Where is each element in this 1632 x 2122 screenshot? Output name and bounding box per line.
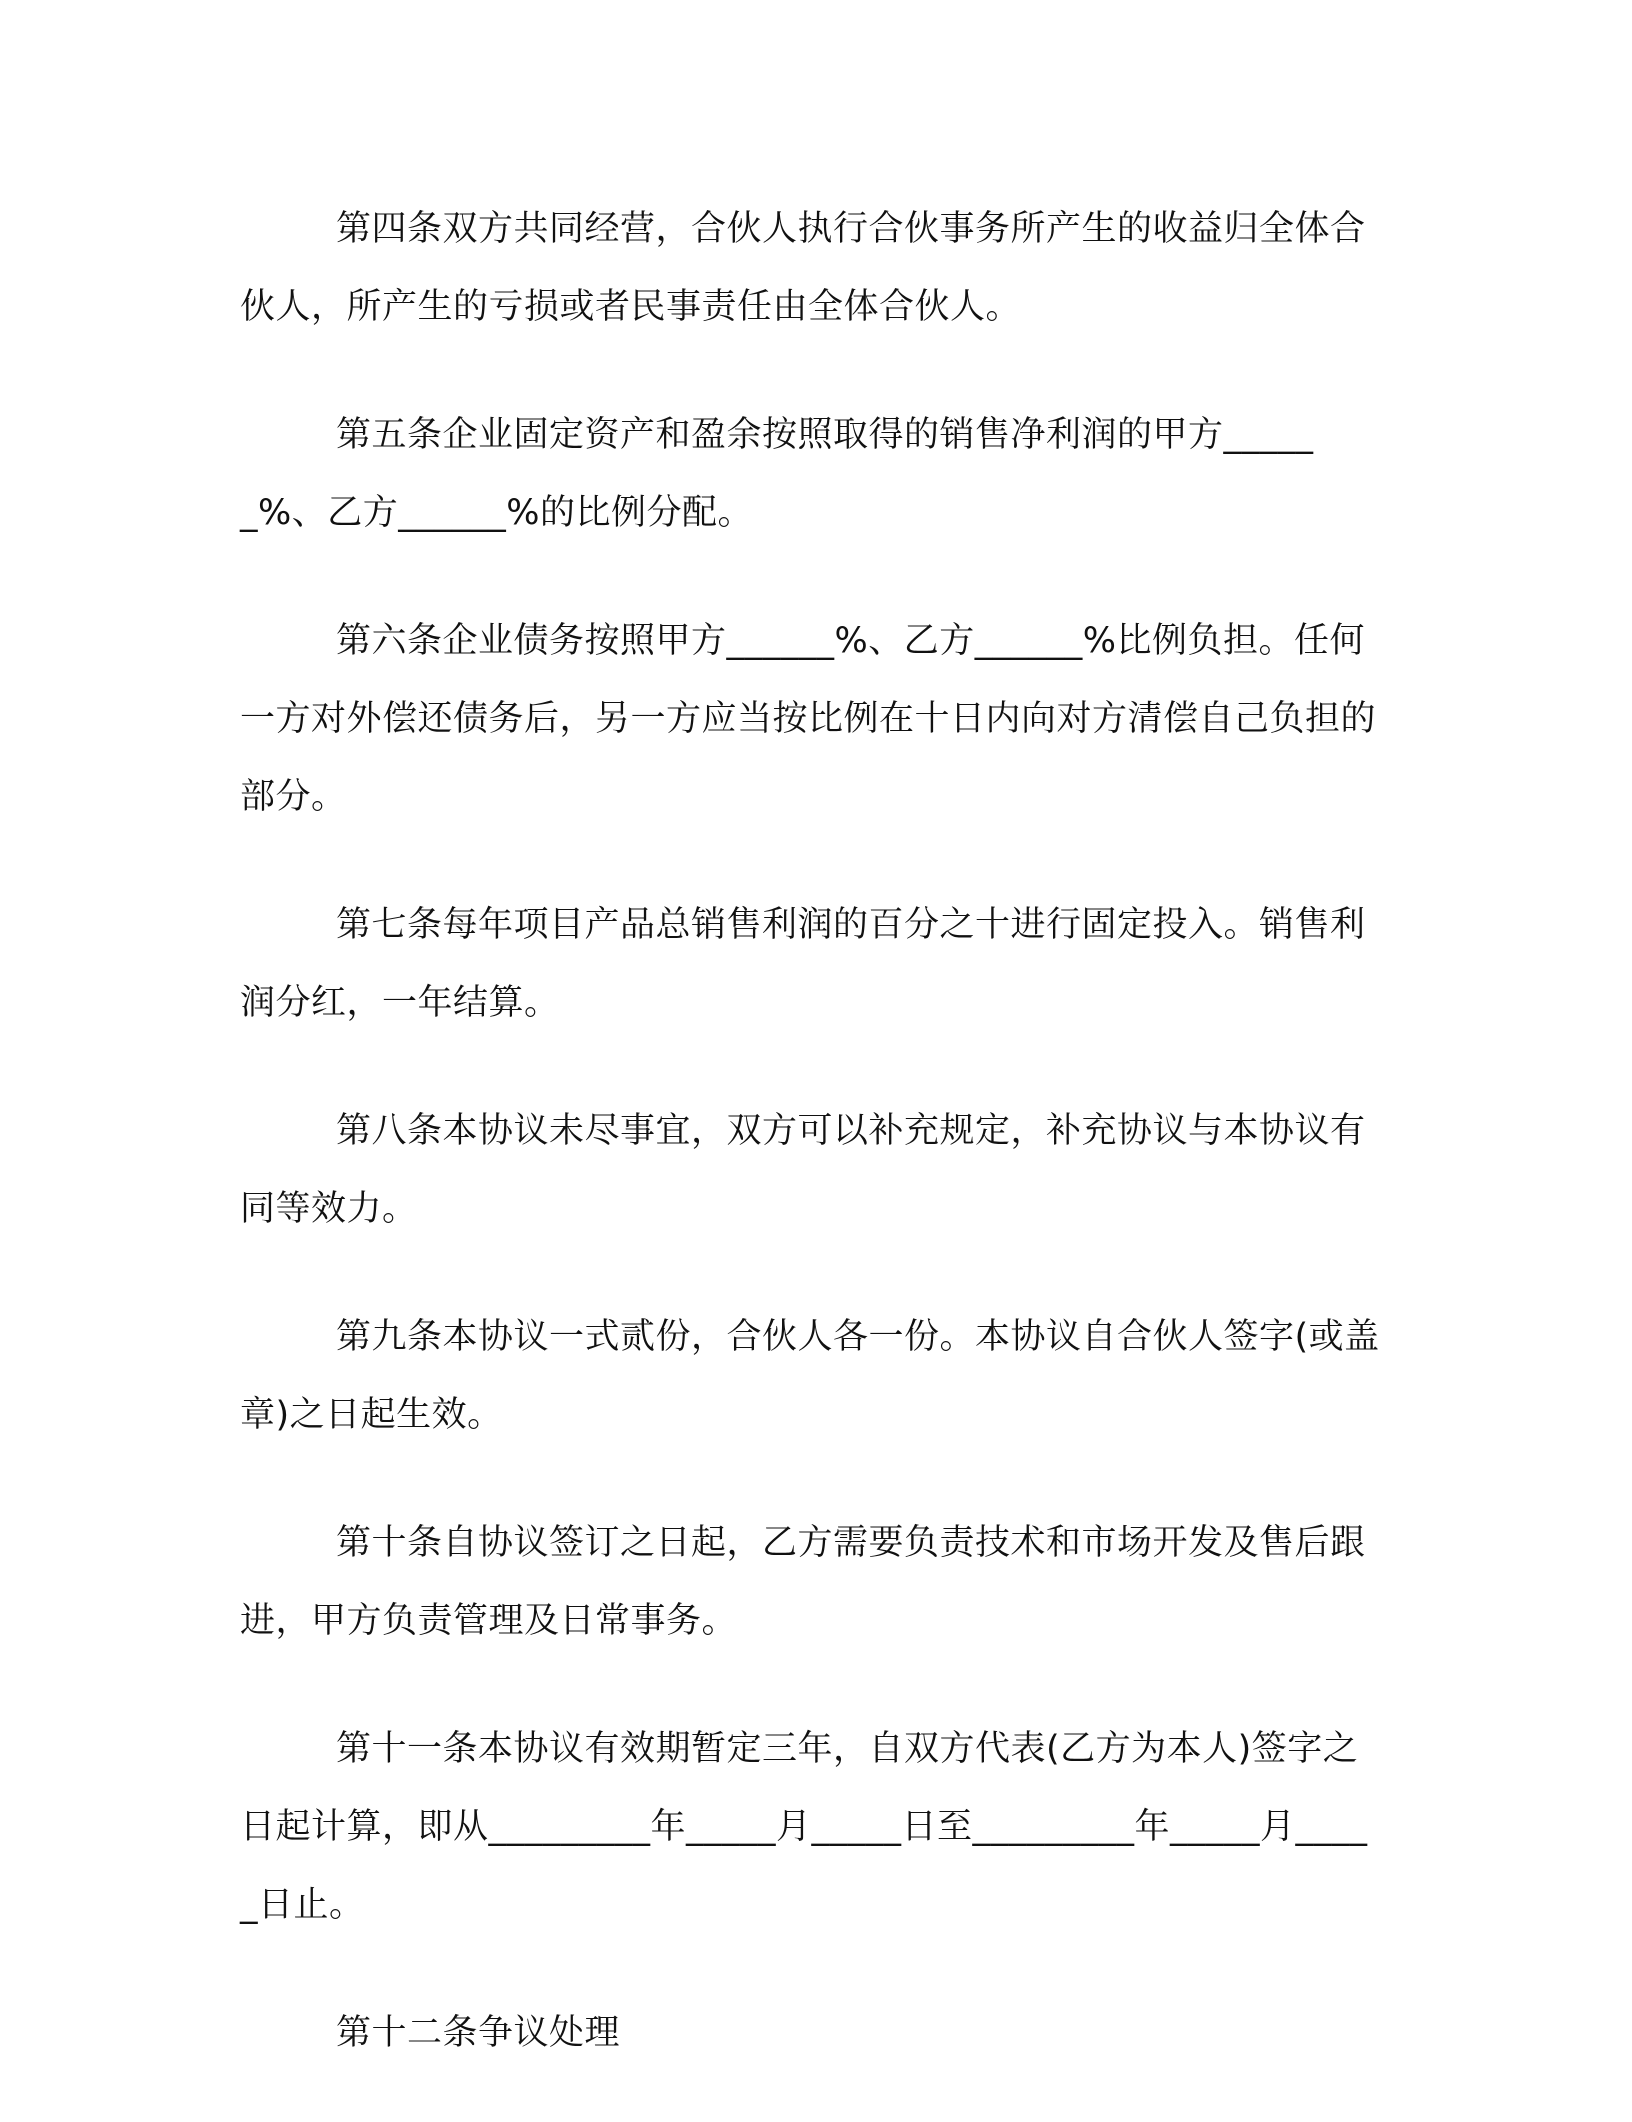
clause-5: 第五条企业固定资产和盈余按照取得的销售净利润的甲方______%、乙方______%的比例分配。: [240, 415, 1314, 533]
clause-9: 第九条本协议一式贰份，合伙人各一份。本协议自合伙人签字(或盖章)之日起生效。: [240, 1317, 1380, 1435]
clause-7: 第七条每年项目产品总销售利润的百分之十进行固定投入。销售利润分红，一年结算。: [240, 905, 1366, 1023]
clause-11: 第十一条本协议有效期暂定三年，自双方代表(乙方为本人)签字之日起计算，即从_________年_____月_____日至_________年_____月_____日止。: [240, 1729, 1368, 1925]
clause-6: 第六条企业债务按照甲方______%、乙方______%比例负担。任何一方对外偿还债务后，另一方应当按比例在十日内向对方清偿自己负担的部分。: [240, 621, 1377, 817]
clause-10: 第十条自协议签订之日起，乙方需要负责技术和市场开发及售后跟进，甲方负责管理及日常事务。: [240, 1523, 1366, 1641]
clause-12: 第十二条争议处理: [336, 2013, 621, 2053]
document-body: [240, 190, 1380, 2122]
clause-8: 第八条本协议未尽事宜，双方可以补充规定，补充协议与本协议有同等效力。: [240, 1111, 1366, 1229]
clause-4: 第四条双方共同经营，合伙人执行合伙事务所产生的收益归全体合伙人，所产生的亏损或者民事责任由全体合伙人。: [240, 209, 1366, 327]
